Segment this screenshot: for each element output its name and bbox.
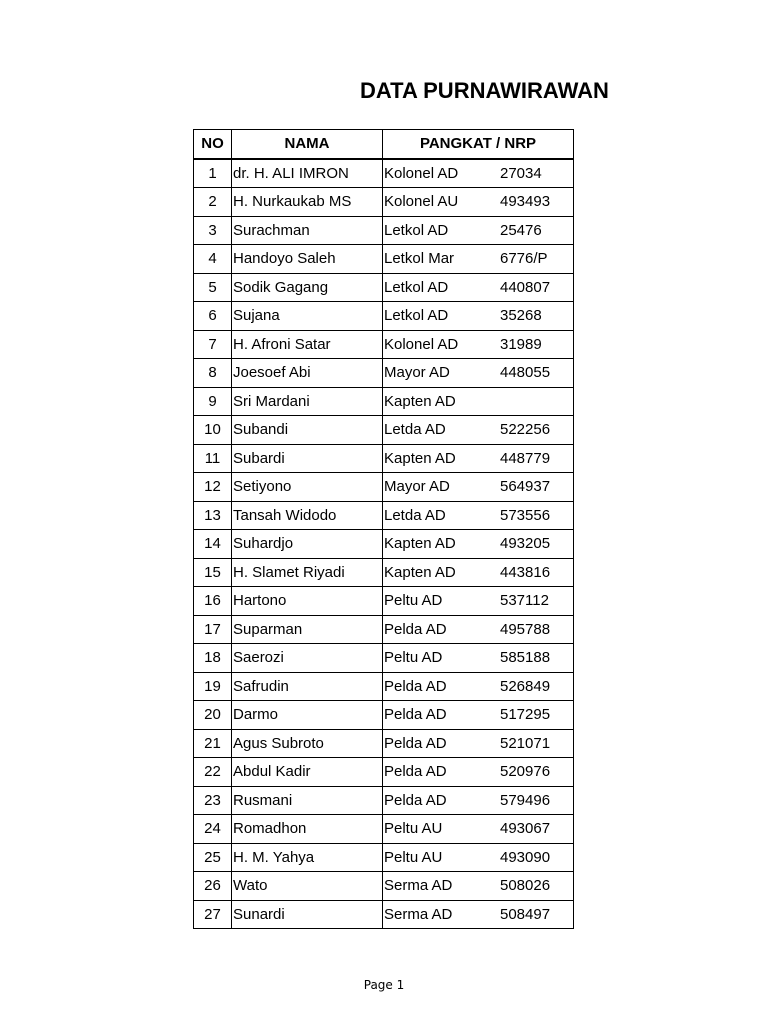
row-rank: Kapten AD	[384, 563, 456, 581]
row-rank: Kapten AD	[384, 449, 456, 467]
row-name: Subandi	[232, 416, 383, 445]
table-row	[194, 188, 574, 217]
row-name: H. Slamet Riyadi	[232, 558, 383, 587]
row-name: Sri Mardani	[232, 387, 383, 416]
row-rank: Pelda AD	[384, 791, 447, 809]
row-rank-nrp	[383, 330, 574, 359]
row-name: Suparman	[232, 615, 383, 644]
row-number: 22	[194, 758, 232, 787]
table-header-row	[194, 130, 574, 159]
table-row	[194, 359, 574, 388]
row-number: 9	[194, 387, 232, 416]
row-nrp: 573556	[500, 506, 551, 524]
row-rank: Letkol AD	[384, 307, 449, 325]
row-name: Safrudin	[232, 672, 383, 701]
row-nrp: 440807	[500, 278, 551, 296]
table-row	[194, 615, 574, 644]
table-row	[194, 216, 574, 245]
row-rank: Peltu AD	[384, 592, 443, 610]
row-number: 2	[194, 188, 232, 217]
row-rank-nrp	[383, 273, 574, 302]
header-rank-nrp: PANGKAT / NRP	[383, 130, 574, 159]
row-nrp: 31989	[500, 335, 542, 353]
row-name: Sujana	[232, 302, 383, 331]
row-name: H. Afroni Satar	[232, 330, 383, 359]
table-row	[194, 416, 574, 445]
row-name: dr. H. ALI IMRON	[232, 159, 383, 188]
table-row	[194, 330, 574, 359]
row-rank-nrp	[383, 815, 574, 844]
table-row	[194, 245, 574, 274]
row-number: 27	[194, 900, 232, 929]
row-nrp: 521071	[500, 734, 551, 752]
row-rank: Mayor AD	[384, 478, 450, 496]
table-row	[194, 900, 574, 929]
row-rank: Pelda AD	[384, 620, 447, 638]
table-row	[194, 786, 574, 815]
row-name: Setiyono	[232, 473, 383, 502]
row-rank-nrp	[383, 302, 574, 331]
row-nrp: 495788	[500, 620, 551, 638]
row-name: Sunardi	[232, 900, 383, 929]
row-rank: Peltu AU	[384, 848, 443, 866]
table-row	[194, 758, 574, 787]
row-rank: Kolonel AU	[384, 193, 459, 211]
row-rank-nrp	[383, 644, 574, 673]
row-nrp: 493067	[500, 820, 551, 838]
row-nrp: 27034	[500, 164, 542, 182]
row-name: Tansah Widodo	[232, 501, 383, 530]
row-rank: Kolonel AD	[384, 164, 459, 182]
row-name: H. M. Yahya	[232, 843, 383, 872]
row-name: Surachman	[232, 216, 383, 245]
row-rank-nrp	[383, 872, 574, 901]
row-nrp: 25476	[500, 221, 542, 239]
row-number: 7	[194, 330, 232, 359]
row-number: 16	[194, 587, 232, 616]
row-number: 10	[194, 416, 232, 445]
header-no: NO	[194, 130, 232, 159]
row-nrp: 508026	[500, 877, 551, 895]
row-nrp: 564937	[500, 478, 551, 496]
row-number: 6	[194, 302, 232, 331]
page-number: Page 1	[363, 978, 405, 992]
table-row	[194, 501, 574, 530]
row-name: Subardi	[232, 444, 383, 473]
table-row	[194, 159, 574, 188]
row-rank: Kapten AD	[384, 392, 456, 410]
row-rank-nrp	[383, 387, 574, 416]
row-number: 15	[194, 558, 232, 587]
row-number: 5	[194, 273, 232, 302]
row-nrp: 522256	[500, 421, 551, 439]
row-nrp: 493090	[500, 848, 551, 866]
row-rank-nrp	[383, 672, 574, 701]
row-rank-nrp	[383, 701, 574, 730]
row-name: Agus Subroto	[232, 729, 383, 758]
table-row	[194, 843, 574, 872]
row-name: Hartono	[232, 587, 383, 616]
row-number: 8	[194, 359, 232, 388]
row-number: 18	[194, 644, 232, 673]
row-rank-nrp	[383, 758, 574, 787]
row-rank: Serma AD	[384, 905, 453, 923]
row-name: Wato	[232, 872, 383, 901]
row-number: 23	[194, 786, 232, 815]
row-nrp: 6776/P	[500, 250, 548, 268]
table-row	[194, 302, 574, 331]
row-nrp: 579496	[500, 791, 551, 809]
row-rank-nrp	[383, 558, 574, 587]
row-name: Abdul Kadir	[232, 758, 383, 787]
row-rank-nrp	[383, 444, 574, 473]
row-name: Handoyo Saleh	[232, 245, 383, 274]
table-row	[194, 273, 574, 302]
row-rank-nrp	[383, 359, 574, 388]
table-body	[194, 159, 574, 929]
row-rank-nrp	[383, 416, 574, 445]
row-name: Sodik Gagang	[232, 273, 383, 302]
row-nrp: 493205	[500, 535, 551, 553]
table-row	[194, 815, 574, 844]
row-rank: Serma AD	[384, 877, 453, 895]
row-rank-nrp	[383, 473, 574, 502]
row-number: 1	[194, 159, 232, 188]
row-number: 25	[194, 843, 232, 872]
row-name: H. Nurkaukab MS	[232, 188, 383, 217]
row-nrp: 517295	[500, 706, 551, 724]
row-name: Rusmani	[232, 786, 383, 815]
row-rank: Letda AD	[384, 506, 446, 524]
row-rank-nrp	[383, 786, 574, 815]
table-row	[194, 672, 574, 701]
row-nrp: 537112	[500, 592, 549, 610]
row-rank: Pelda AD	[384, 763, 447, 781]
row-number: 12	[194, 473, 232, 502]
row-rank: Letkol AD	[384, 278, 449, 296]
row-number: 20	[194, 701, 232, 730]
table-row	[194, 701, 574, 730]
row-rank: Peltu AU	[384, 820, 443, 838]
row-name: Joesoef Abi	[232, 359, 383, 388]
row-nrp: 508497	[500, 905, 551, 923]
row-rank: Pelda AD	[384, 706, 447, 724]
row-number: 4	[194, 245, 232, 274]
row-rank: Kapten AD	[384, 535, 456, 553]
row-rank-nrp	[383, 188, 574, 217]
table-row	[194, 872, 574, 901]
personnel-table	[193, 129, 574, 929]
row-rank: Mayor AD	[384, 364, 450, 382]
row-number: 17	[194, 615, 232, 644]
table-row	[194, 473, 574, 502]
row-number: 14	[194, 530, 232, 559]
row-number: 21	[194, 729, 232, 758]
table-row	[194, 444, 574, 473]
row-rank-nrp	[383, 900, 574, 929]
row-rank-nrp	[383, 843, 574, 872]
row-number: 26	[194, 872, 232, 901]
row-rank: Letkol Mar	[384, 250, 455, 268]
row-number: 19	[194, 672, 232, 701]
row-nrp: 35268	[500, 307, 542, 325]
row-number: 11	[194, 444, 232, 473]
row-number: 24	[194, 815, 232, 844]
row-number: 3	[194, 216, 232, 245]
row-rank: Pelda AD	[384, 734, 447, 752]
row-rank-nrp	[383, 587, 574, 616]
row-rank: Letda AD	[384, 421, 446, 439]
header-name: NAMA	[232, 130, 383, 159]
row-name: Darmo	[232, 701, 383, 730]
row-rank: Pelda AD	[384, 677, 447, 695]
row-nrp: 526849	[500, 677, 551, 695]
table-row	[194, 587, 574, 616]
row-nrp: 448055	[500, 364, 551, 382]
row-rank-nrp	[383, 729, 574, 758]
row-nrp: 585188	[500, 649, 551, 667]
row-rank-nrp	[383, 615, 574, 644]
table-row	[194, 644, 574, 673]
row-nrp: 448779	[500, 449, 551, 467]
row-nrp: 443816	[500, 563, 551, 581]
row-rank-nrp	[383, 216, 574, 245]
row-name: Suhardjo	[232, 530, 383, 559]
document-title: DATA PURNAWIRAWAN	[360, 78, 609, 103]
row-rank-nrp	[383, 501, 574, 530]
row-name: Romadhon	[232, 815, 383, 844]
table-row	[194, 387, 574, 416]
table-row	[194, 530, 574, 559]
row-nrp: 520976	[500, 763, 551, 781]
table-row	[194, 729, 574, 758]
row-number: 13	[194, 501, 232, 530]
row-rank: Kolonel AD	[384, 335, 459, 353]
table-row	[194, 558, 574, 587]
row-rank: Peltu AD	[384, 649, 443, 667]
row-rank-nrp	[383, 159, 574, 188]
row-nrp: 493493	[500, 193, 551, 211]
row-rank-nrp	[383, 245, 574, 274]
row-rank: Letkol AD	[384, 221, 449, 239]
row-rank-nrp	[383, 530, 574, 559]
row-name: Saerozi	[232, 644, 383, 673]
